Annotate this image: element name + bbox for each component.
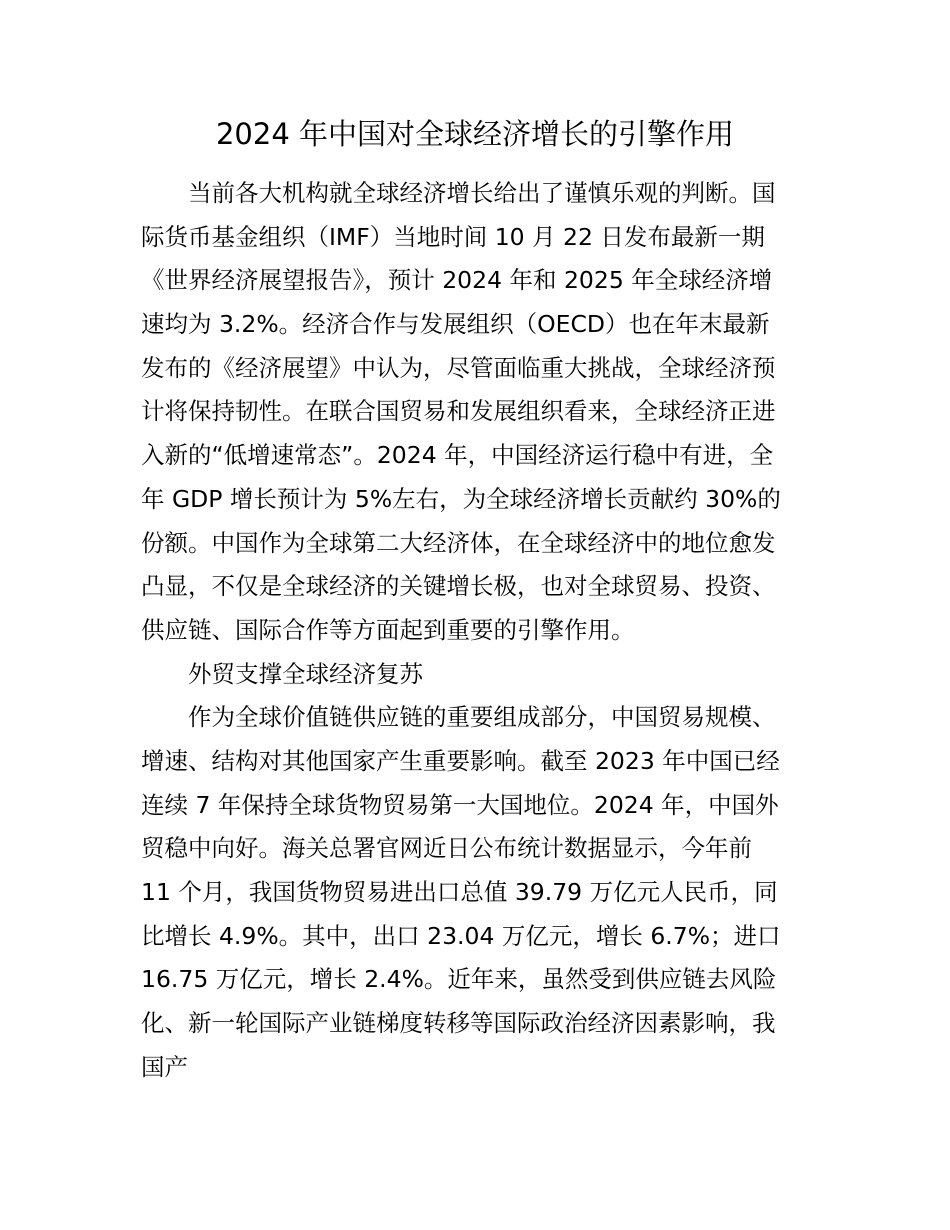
paragraph-line: 供应链、国际合作等方面起到重要的引擎作用。 (141, 615, 635, 644)
paragraph-line: 作为全球价值链供应链的重要组成部分，中国贸易规模、 (141, 703, 776, 732)
paragraph-line: 际货币基金组织（IMF）当地时间 10 月 22 日发布最新一期 (141, 222, 765, 251)
paragraph-line: 增速、结构对其他国家产生重要影响。截至 2023 年中国已经 (141, 746, 780, 775)
paragraph-line: 计将保持韧性。在联合国贸易和发展组织看来，全球经济正进 (141, 397, 776, 426)
paragraph-line: 速均为 3.2%。经济合作与发展组织（OECD）也在年末最新 (141, 310, 770, 339)
paragraph-line: 化、新一轮国际产业链梯度转移等国际政治经济因素影响，我 (141, 1009, 776, 1038)
paragraph-line: 凸显，不仅是全球经济的关键增长极，也对全球贸易、投资、 (141, 572, 776, 601)
paragraph-line: 发布的《经济展望》中认为，尽管面临重大挑战，全球经济预 (141, 353, 776, 382)
document-title: 2024 年中国对全球经济增长的引擎作用 (215, 117, 735, 151)
document-body (141, 172, 821, 1089)
paragraph-line: 份额。中国作为全球第二大经济体，在全球经济中的地位愈发 (141, 528, 776, 557)
paragraph-line: 《世界经济展望报告》，预计 2024 年和 2025 年全球经济增 (141, 266, 773, 295)
paragraph-line: 连续 7 年保持全球货物贸易第一大国地位。2024 年，中国外 (141, 790, 779, 819)
paragraph-line: 比增长 4.9%。其中，出口 23.04 万亿元，增长 6.7%；进口 (141, 921, 781, 950)
paragraph-line: 16.75 万亿元，增长 2.4%。近年来，虽然受到供应链去风险 (141, 965, 777, 994)
paragraph-line: 入新的“低增速常态”。2024 年，中国经济运行稳中有进，全 (141, 441, 774, 470)
paragraph-line: 当前各大机构就全球经济增长给出了谨慎乐观的判断。国 (141, 179, 776, 207)
paragraph-line: 国产 (141, 1052, 188, 1081)
paragraph-line: 11 个月，我国货物贸易进出口总值 39.79 万亿元人民币，同 (141, 878, 778, 906)
paragraph-line: 年 GDP 增长预计为 5%左右，为全球经济增长贡献约 30%的 (141, 484, 781, 513)
paragraph-line: 贸稳中向好。海关总署官网近日公布统计数据显示，今年前 (141, 834, 752, 863)
section-heading: 外贸支撑全球经济复苏 (141, 659, 423, 688)
